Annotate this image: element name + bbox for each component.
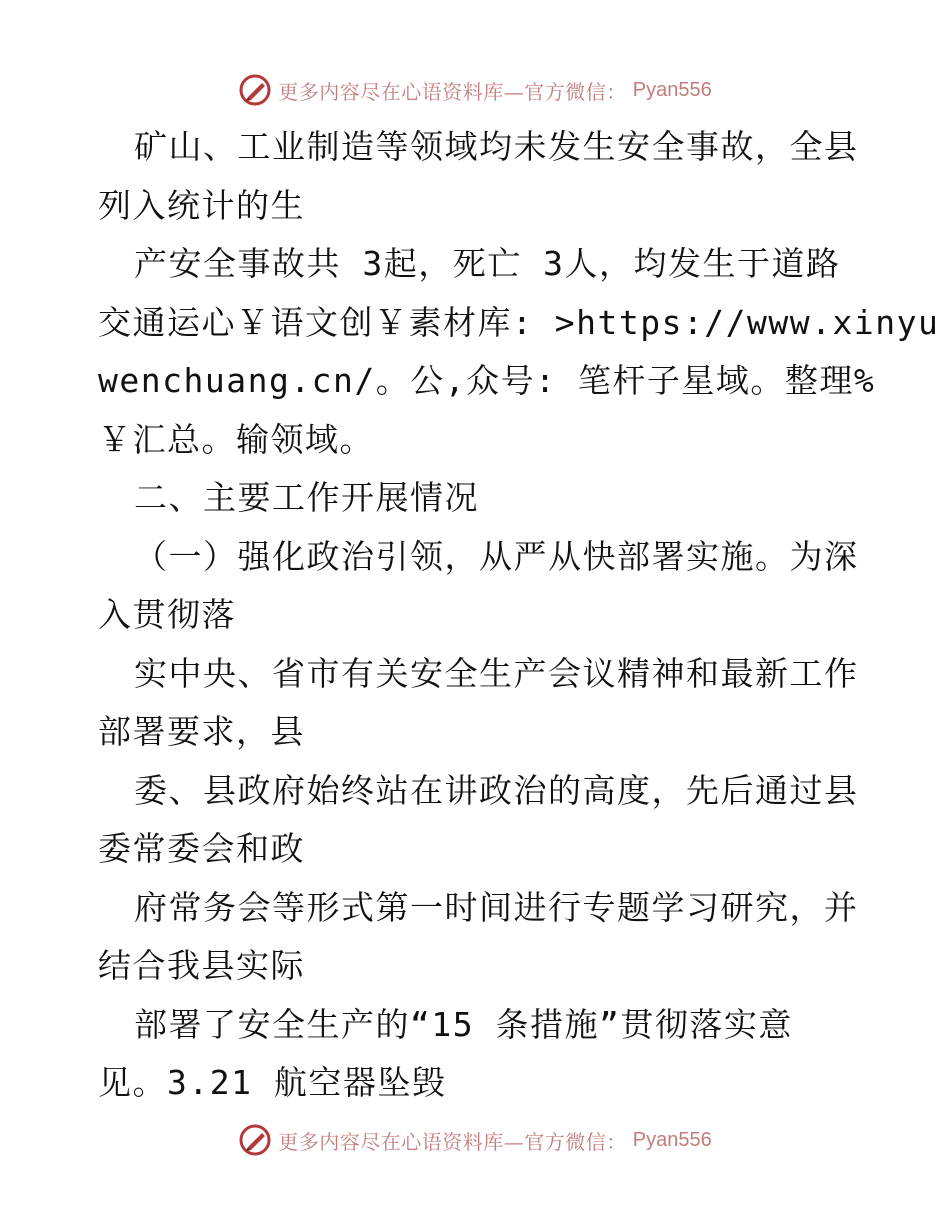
body-line: （一）强化政治引领，从严从快部署实施。为深	[134, 536, 859, 576]
body-line: 见。3.21 航空器坠毁	[98, 1063, 447, 1102]
footer-watermark	[0, 1120, 950, 1160]
body-line: 府常务会等形式第一时间进行专题学习研究，并	[134, 887, 859, 927]
body-line: 矿山、工业制造等领域均未发生安全事故，全县	[134, 127, 859, 166]
body-line: 结合我县实际	[98, 946, 305, 985]
footer-watermark-handle: Pyan556	[632, 1128, 712, 1151]
document-body	[98, 118, 940, 1113]
section-heading: 二、主要工作开展情况	[134, 478, 479, 517]
body-line: 交通运心￥语文创￥素材库: >https://www.xinyu	[98, 302, 940, 342]
body-line: 委常委会和政	[98, 829, 305, 868]
pen-logo-icon	[238, 73, 272, 107]
pen-logo-icon	[238, 1123, 272, 1157]
body-line: 入贯彻落	[98, 595, 236, 634]
body-line: 产安全事故共 3起，死亡 3人，均发生于道路	[134, 244, 841, 283]
header-watermark-handle: Pyan556	[632, 78, 712, 101]
body-line: 委、县政府始终站在讲政治的高度，先后通过县	[134, 770, 859, 810]
header-watermark-text: 更多内容尽在心语资料库—官方微信：	[278, 79, 627, 104]
body-line: 列入统计的生	[98, 185, 305, 225]
body-line: wenchuang.cn/。公,众号: 笔杆子星域。整理%	[98, 361, 876, 400]
body-line: 部署了安全生产的“15 条措施”贯彻落实意	[134, 1004, 793, 1044]
body-line: ￥汇总。输领域。	[98, 419, 374, 459]
header-watermark	[0, 70, 950, 110]
body-line: 部署要求，县	[98, 712, 305, 751]
footer-watermark-text: 更多内容尽在心语资料库—官方微信：	[278, 1129, 627, 1154]
body-line: 实中央、省市有关安全生产会议精神和最新工作	[134, 653, 859, 693]
